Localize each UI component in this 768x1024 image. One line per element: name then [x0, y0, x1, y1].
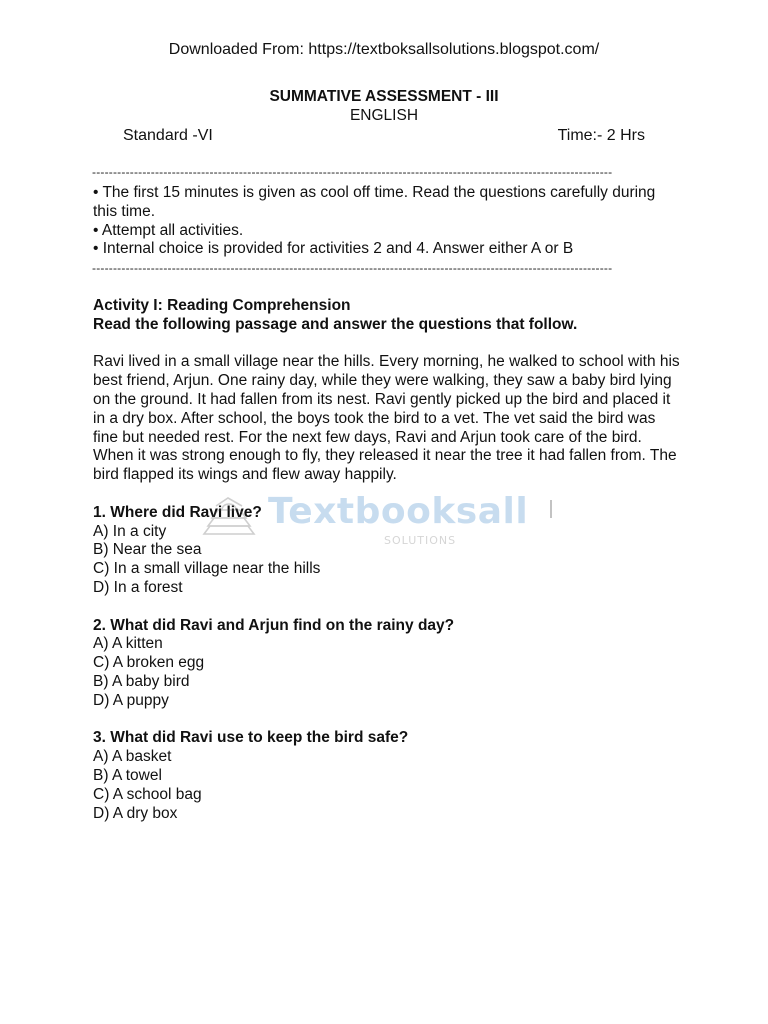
activity-title: Activity I: Reading Comprehension — [93, 297, 351, 314]
watermark-text: Textbooksall — [268, 491, 529, 532]
answer-option: D) In a forest — [93, 578, 183, 596]
answer-option: D) A dry box — [93, 804, 178, 822]
answer-option: A) In a city — [93, 522, 167, 540]
reading-passage: Ravi lived in a small village near the hills. Every morning, he walked to school with his best friend, Arjun. One rainy day, while they were walking, they saw a baby bird lying on the ground. It had fallen from its nest. Ravi gently picked up the bird and placed it in a dry box. After school, the boys took the bird to a vet. The vet said the bird was fine but needed rest. For the next few days, Ravi and Arjun took care of the bird. When it was strong enough to fly, they released it near the tree it had fallen from. The bird flapped its wings and flew away happily. — [93, 353, 680, 484]
instructions-list — [93, 184, 683, 259]
instruction-item: • Internal choice is provided for activities 2 and 4. Answer either A or B — [93, 240, 574, 258]
watermark-cursor-bar — [550, 500, 552, 518]
instruction-item: • The first 15 minutes is given as cool off time. Read the questions carefully during this time. — [93, 184, 656, 220]
answer-option: D) A puppy — [93, 691, 169, 709]
standard-label: Standard -VI — [123, 127, 213, 144]
question-block — [93, 617, 683, 711]
answer-option: C) In a small village near the hills — [93, 560, 321, 578]
answer-option: A) A kitten — [93, 635, 163, 653]
question-block — [93, 504, 683, 598]
activity-section — [93, 297, 683, 823]
answer-option: C) A school bag — [93, 785, 202, 803]
question-text: 2. What did Ravi and Arjun find on the rainy day? — [93, 616, 455, 634]
answer-option: B) A baby bird — [93, 672, 190, 690]
question-text: 1. Where did Ravi live? — [93, 503, 262, 521]
question-text: 3. What did Ravi use to keep the bird safe? — [93, 729, 409, 747]
answer-option: B) Near the sea — [93, 541, 202, 559]
exam-title: SUMMATIVE ASSESSMENT - III — [269, 88, 499, 105]
answer-option: A) A basket — [93, 748, 172, 766]
answer-option: C) A broken egg — [93, 654, 205, 672]
question-block — [93, 729, 683, 823]
time-label: Time:- 2 Hrs — [557, 127, 645, 144]
instruction-item: • Attempt all activities. — [93, 221, 244, 239]
activity-direction: Read the following passage and answer the questions that follow. — [93, 315, 578, 333]
source-line: Downloaded From: https://textboksallsolutions.blogspot.com/ — [168, 41, 600, 58]
divider-bottom: ---------------------------------------------------------------------------------------------------------------------------- — [92, 262, 613, 274]
answer-option: B) A towel — [93, 766, 162, 784]
divider-top: ---------------------------------------------------------------------------------------------------------------------------- — [92, 166, 613, 178]
exam-subject: ENGLISH — [349, 107, 419, 124]
watermark-subtext: SOLUTIONS — [384, 534, 457, 547]
